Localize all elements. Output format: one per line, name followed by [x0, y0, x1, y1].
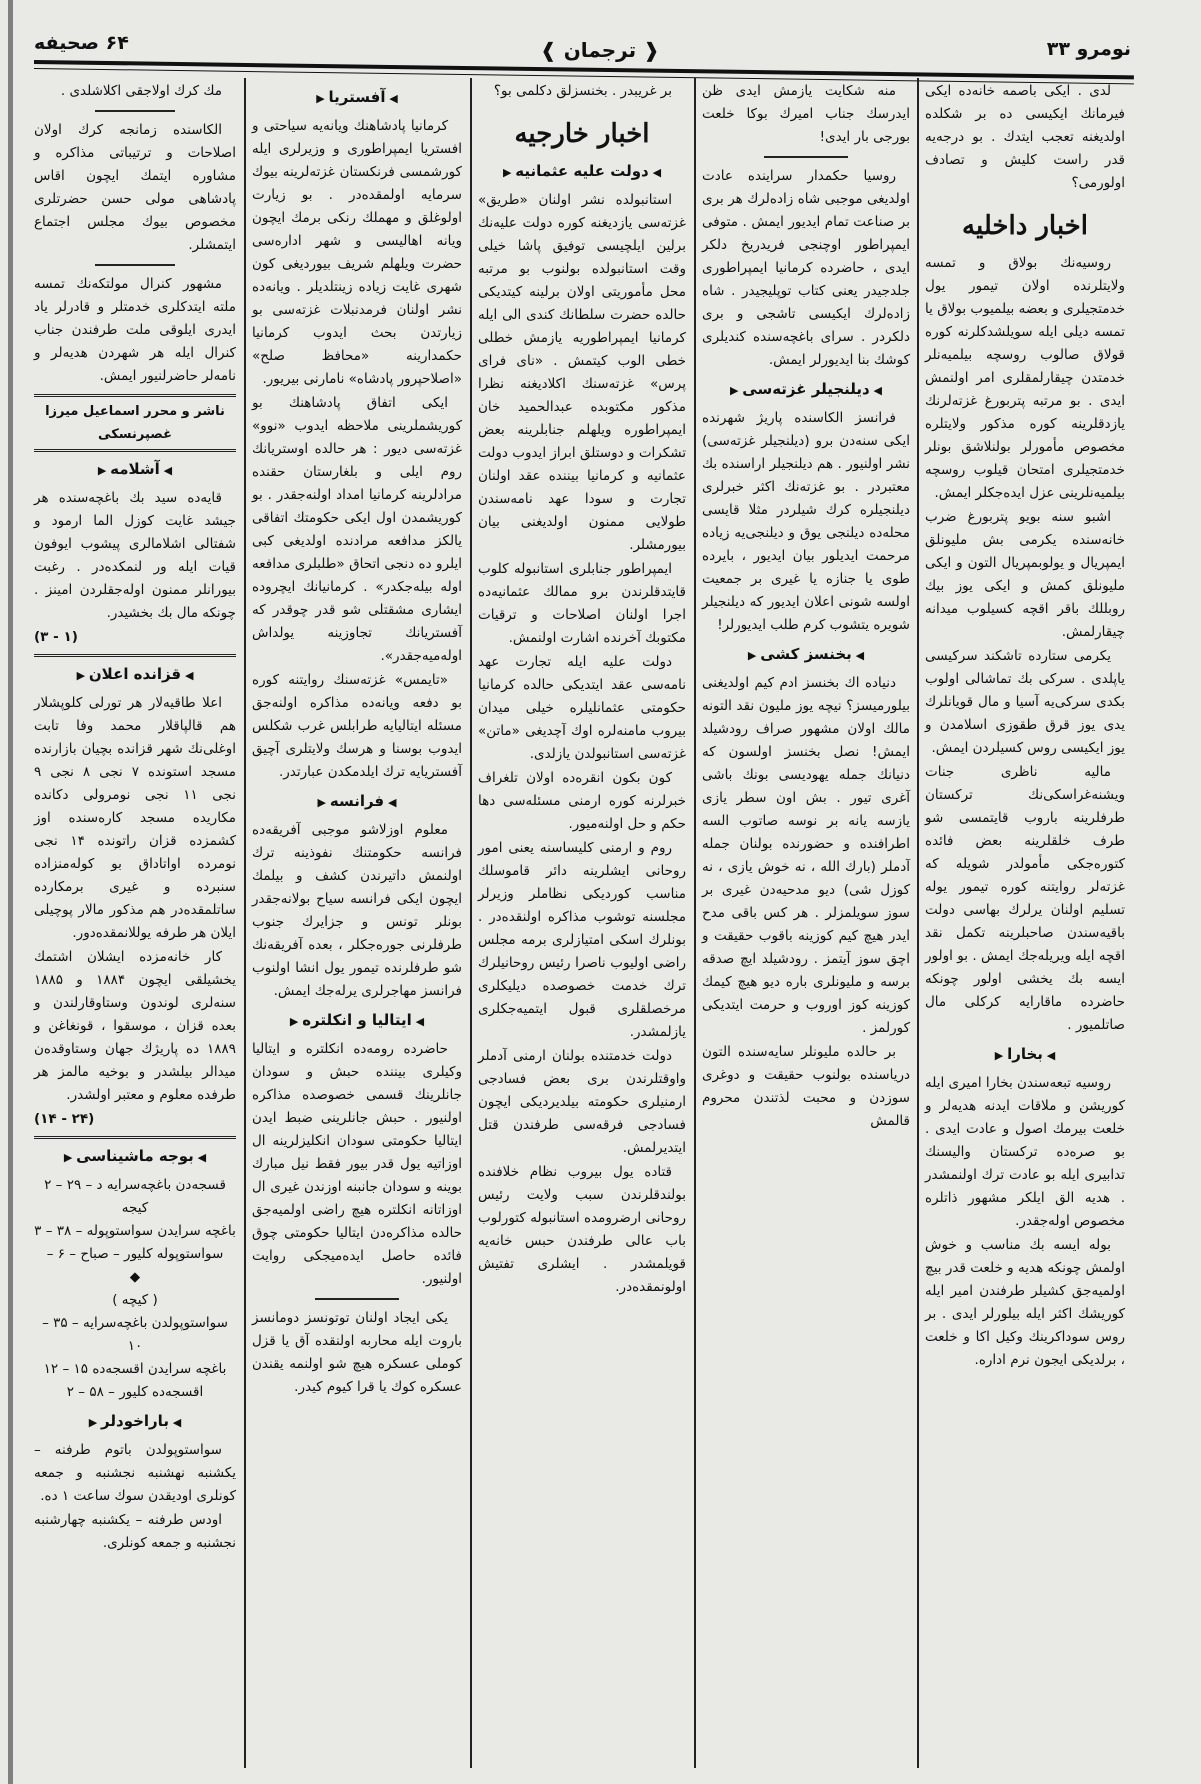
paragraph: یکی ایجاد اولنان توتونسز دومانسز باروت ایله محاربه اولنقده آق یا قزل کوملی عسکره هیچ شو اولنمه یقندن عسکره کوك یا قرا کیوم کیدر. [252, 1310, 462, 1395]
paragraph: مك کرك اولاجقی اکلاشلدی . [60, 83, 222, 99]
ad-number: (۱ - ۳) [34, 629, 78, 645]
newspaper-title: ❰ ترجمان ❱ [540, 38, 660, 62]
separator [34, 1136, 236, 1139]
paragraph: روسیه‌نك بولاق و تمسه ولایتلرنده اولان تیمور یول خدمتجیلری و بعضه بیلمیوب بولاق یا تمسه دیلی ایله سویلشدکلرنه کوره قولاق صالوب روسچه بیلمیه‌نلر خدمتدن چیقارلمقلری امر اولنمش ایدی . بو مرتبه پتربورغ غزته‌لرنك یازدقلرینه کوره مذکور ولایتلره مخصوص مأمورلر بولنلاشق بونلر خدمتجیلری امتحان قیلوب روسچه بیلمیه‌نلرینی عزل ایده‌جکلر ایمش. [925, 255, 1125, 501]
paragraph: دولت خدمتنده بولنان ارمنی آدملر واوقتلرندن بری بعض فسادجی ارمنیلری حکومته بیلدیردیکی ایچون فسادجی فرقه‌سی طرفندن قتل ایتدیرلمش. [478, 1048, 686, 1156]
paragraph: کرمانیا پادشاهنك ویانه‌یه سیاحتی و افستریا ایمپراطوری و وزیرلری ایله کورشمسی فرنکستان غزته‌لرینه بیوك سرمایه اولمقده‌در . بو زیارت اولوغلق و مهملك رنکی برمك ایچون ویانه اهالیسی و شهر اداره‌سی حضرت ویلهلم شریف بیوردیغی کون شهری غایت زیاده زینتلدیلر . ویانه‌ده نشر اولنان فرمدنبلات غزته‌سی بو زیارتدن بحث ایدوب کرمانیا حکمدارینه «محافظ صلح» «اصلاحپرور پادشاه» نامارنی بیریور. [252, 118, 462, 387]
section-heading: ◀ آفستریا ▶ [252, 86, 462, 110]
section-heading: ◀ دولت علیه عثمانیه ▶ [478, 160, 686, 184]
column-1 [925, 80, 1125, 1373]
schedule-line: ( کیچه ) [112, 1292, 158, 1308]
paragraph: کون بکون انقره‌ده اولان تلغراف خبرلرنه کوره ارمنی مسئله‌سی دها حکم و حل اولنه‌میور. [478, 770, 686, 832]
schedule-line: باغچه سرایدن سواستوپوله – ۳۸ – ۳ [34, 1223, 236, 1239]
paragraph: معلوم اوزلاشو موجبی آفریقه‌ده فرانسه حکومتنك نفوذینه ترك اولنمش داتیرندن کشف و بیلمك ایچون ایکی فرانسه سیاح بولانه‌جقدر بونلر تونس و جزایرك جنوب طرفلرنی جوره‌جکلر ، بعده آفریقه‌نك شو طرفلرنده تیمور یول انشا اولنوب فرانسز مهاجرلری یرله‌جك ایمش. [252, 822, 462, 999]
paragraph: روسیه تبعه‌سندن بخارا امیری ایله کوریشن و ملاقات ایدنه هدیه‌لر و خلعت بیرمك اصول و عادت ایدی . بو صره‌ده ترکستان والیسنك تدابیری ایله بو عادت ترك اولنمشدر . هدیه الق ایلکر مشهور ذاتلره مخصوص اوله‌جقدر. [925, 1075, 1125, 1229]
paragraph: اودس طرفنه – یکشنبه چهارشنبه نجشنبه و جمعه کونلری. [34, 1512, 236, 1551]
separator [95, 264, 176, 266]
section-title: اخبار خارجیه [514, 119, 650, 149]
section-heading: ◀ باراخودلر ▶ [34, 1410, 236, 1434]
paragraph: اعلا طاقیه‌لار هر تورلی کلوپشلار هم قالپاقلار محمد وفا تابت اوغلی‌نك شهر قزانده بچیان بازارنده مسجد استونده ۷ نجی ۸ نجی ۹ نجی ۱۱ نجی نومرولی دکانده مکاریده مسجد کاره‌سنده اوز کشمزده قزان راتونده ۱۴ نجی نومرده اواتاداق بو کوله‌منزاده سنبرده و غیری برمکارده ساتلمقده‌در هم مذکور مالار پوچیلی ایلان هر طرفه یوللانمقده‌دور. [34, 695, 236, 941]
column-2 [702, 80, 910, 1134]
column-divider [470, 78, 472, 1768]
schedule-line: سواستوپولدن باغچه‌سرایه – ۳۵ – ۱۰ [42, 1315, 228, 1354]
publisher-imprint: ناشر و محرر اسماعیل میرزا غصپرنسکی [34, 394, 236, 452]
section-heading: ◀ ایتالیا و انکلتره ▶ [252, 1009, 462, 1033]
section-heading: ◀ آشلامه ▶ [34, 458, 236, 482]
paragraph: قتاده یول بیروب نظام خلافنده بولندقلرندن سبب ولایت رئیس روحانی ارضرومده استانبوله کتورلوب باب عالی طرفندن حبس خانه‌یه قویلمشدر . ایشلری تفتیش اولونمقده‌در. [478, 1164, 686, 1295]
paragraph: بوله ایسه بك مناسب و خوش اولمش چونکه هدیه و خلعت قدر بیچ اولمیه‌جق کشیلر طرفندن امیر ایله کوریشك اکثر ایله بیلورلر ایدی . بر روس سوداکرینك وکیل اکا و خلعت ، برلدیکی ایجون نرم اداره. [925, 1237, 1125, 1368]
column-3 [478, 80, 686, 1300]
paragraph: بر غریبدر . بخنسزلق دکلمی بو؟ [493, 83, 672, 99]
column-4 [252, 80, 462, 1400]
paragraph: ایکی اتفاق پادشاهنك بو کوریشملرینی ملاحظه ایدوب «نوو» غزته‌سی دیور : هر حالده اوستریانك روم ایلی و بلغارستان حقنده مرادلرینه کرمانیا امداد اولنه‌جقدر . بو کوریشمدن اول ایکی حکومتك اتفاقی یالکز مدافعه مرادنده اولدیغی کبی ایلرو ده دنجی اتحاق «طلبلری مدافعه اوله بیله‌جکدر» . کرمانیانك ایچروده ایشاری مشقتلی شو قدر چوقدر که آفستریانك تجاوزینه یولداش اوله‌میه‌جقدر». [252, 395, 462, 664]
paragraph: مشهور کنرال مولتکه‌نك تمسه ملته ایتدکلری خدمتلر و قادرلر یاد ایدری ایلوقی ملت طرفندن جناب کنرال ایله هر شهردن هدیه‌لر و نامه‌لر حاضرلنیور ایمش. [34, 276, 236, 384]
section-heading: ◀ قزانده اعلان ▶ [34, 663, 236, 687]
schedule-line: قسجه‌دن باغچه‌سرایه د – ۲۹ – ۲ کیجه [44, 1177, 226, 1216]
separator [95, 110, 176, 112]
separator [315, 1298, 399, 1300]
column-divider [917, 78, 919, 1768]
paragraph: روسیا حکمدار سراینده عادت اولدیغی موجبی شاه زاده‌لرك هر بری بر صناعت تمام ایدیور ایمش . متوفی ایمپراطور اوچنجی فریدریخ دلکر ایدی ، حاضرده کرمانیا ایمپراطوری جلدجیدر یعنی کتاب توپلیجیدر . شاه زاده‌لرك ایکیسی تاشجی و بری دلکردر . سرای باغچه‌سنده کندیلری کوشك بنا ایدیورلر ایمش. [702, 168, 910, 368]
scan-edge [8, 0, 13, 1784]
paragraph: بر حالده ملیونلر سایه‌سنده التون دریاسنده بولنوب حقیقت و دوغری سوزدن و محبت لذتندن محروم قالمش [702, 1044, 910, 1129]
section-heading: ◀ بخنسز کشی ▶ [702, 643, 910, 667]
paragraph: منه شکایت یازمش ایدی ظن ایدرسك جناب امیرك بوکا خلعت بورجی بار ایدی! [702, 83, 910, 145]
paragraph: قایه‌ده سید بك باغچه‌سنده هر جیشد غایت کوزل الما ارمود و شفتالی اشلامالری پیشوب ایوفون قیات ایله ور لنمکده‌در . رغبت بیورانلر ممنون اوله‌جقلردن امینز . چونکه مال بك بخشیدر. [34, 490, 236, 621]
paragraph: روم و ارمنی کلیساسنه یعنی امور روحانی ایشلرینه دائر قاموسلك مناسب کوردیکی نظاملر وزیرلر مجلسنه توشوب مذاکره اولنقده‌در . بونلرك اسکی امتیازلری برمه مجلس راضی اولیوب ناصرا رئیس روحانیلرك ترك خدمت خصوصده دیلیکلری مرخصلقلری قبول ایتمیه‌جکلری یازلمشدر. [478, 840, 686, 1040]
column-5 [34, 80, 236, 1556]
paragraph: «تایمس» غزته‌سنك روایتنه کوره بو دفعه ویانه‌ده مذاکره اولنه‌جق مسئله ایتالیایه طرابلس غرب شکلس ایدوب بوسنا و هرسك ولایتلری آچیق آفستریایه ترك ایلدمکدن عبارتدر. [252, 672, 462, 780]
paragraph: دولت علیه ایله تجارت عهد نامه‌سی عقد ایتدیکی حالده کرمانیا حکومتی عثمانلیلره خیلی میدان بیروب مامنه‌لره اوك آچدیغی «ماتن» غزته‌سی استانبولدن یازلدی. [478, 654, 686, 762]
issue-number: نومرو ۳۳ [1046, 38, 1131, 60]
paragraph: حاضرده رومه‌ده انکلتره و ایتالیا وکیلری بیننده حبش و سودان جانلرینك قسمی خصوصده مذاکره اولنیور . حبش جانلرینی ضبط ایدن ایتالیا حکومتی سودان انکلیزلرینه ال اوزاتیه یول قدر بیور فقط نیل مبارك بوینه و سودان جانبنه اوزندن غیری ال اوزاتانه انکلتره هیچ راضی اولمیه‌جق حالده مذاکره‌دن ایتالیا حکومتی چوق فائده حاصل ایده‌میجکی روایت اولنیور. [252, 1041, 462, 1287]
paragraph: یکرمی ستارده تاشکند سرکیسی یاپلدی . سرکی بك تماشالی اولوب بکدی سرکی‌یه آسیا و مال قویانلرك یدی یوز قرق طقوزی اسلامدن و یوز ایکیسی روس کسیلردن ایمش. [925, 648, 1125, 756]
paragraph: کار خانه‌مزده ایشلان اشتمك یخشیلقی ایچون ۱۸۸۴ و ۱۸۸۵ سنه‌لری لوندون وستاوقارلندن و بعده قزان ، موسقوا ، قونغاغن و ۱۸۸۹ ده پاریژك جهان وستاوقده‌ن میدالر بیلشدر و بوخیه مالمز هر طرفده معلوم و معتبر اولشدر. [34, 949, 236, 1103]
paragraph: ایمپراطور جنابلری استانبوله کلوب قایتدقلرندن برو ممالك عثمانیه‌ده اجرا اولنان اصلاحات و ترقیات مکتوبك آخرنده اشارت اولنمش. [478, 561, 686, 646]
section-heading: ◀ دیلنجیلر غزته‌سی ▶ [702, 378, 910, 402]
paragraph: استانبولده نشر اولنان «طریق» غزته‌سی یازدیغنه کوره دولت علیه‌نك برلین ایلچیسی توفیق پاشا خیلی وقت استانبولده بولنوب بو مرتبه محل مأموریتی اولان برلینه کیتدیکی حالده حضرت سلطانك کندی الی ایله کرمانیا ایمپراطوریه یازمش خطلی خطی الوب کیتمش . «نای فرای پرس» غزته‌سنك اکلادیغنه نظرا مذکور مکتوبده عبدالحمید خان ایمپراطوره ویلهلم جنابلرینه بعض تشکرات و دوستلق ابراز ایدوب دولت عثمانیه و کرمانیا بیننده عقد اولنان تجارت و سودا عهد نامه‌سندن طولایی ممنون اولدیغنی بیان بیورمشلر. [478, 192, 686, 553]
paragraph: فرانسز الکاسنده پاریژ شهرنده ایکی سنه‌دن برو (دیلنجیلر غزته‌سی) نشر اولنیور . هم دیلنجیلر اراسنده بك معتبردر . بو غزته‌نك اکثر خبرلری دیلنجیلره کرك شیلردر مثلا قایسی محله‌ده دیلنجی یوق و دیلنجی‌یه زیاده مرحمت ایدیلور بیان ایدیور ، بایرده طوی یا جنازه یا غیری بر جمعیت اولسه شونی اعلان ایدیور که دیلنجیلر شویره یتشوب کرم طلب ایدیورلر! [702, 410, 910, 633]
schedule-line: اقسجه‌ده کلیور – ۵۸ – ۲ [66, 1384, 204, 1400]
section-heading: ◀ بخارا ▶ [925, 1043, 1125, 1067]
column-divider [244, 78, 246, 1768]
schedule-line: سواستوپوله کلیور – صباح – ۶ – [46, 1246, 224, 1262]
paragraph: لدی . ایکی باصمه خانه‌ده ایکی فیرمانك ایکیسی ده بر شکلده اولدیغنه تعجب ایتدك . بو درجه‌یه قدر راست کلیش و تصادف اولورمی؟ [925, 83, 1125, 191]
separator [764, 156, 847, 158]
paragraph: مالیه ناظری جنات ویشنه‌غراسکی‌نك ترکستان طرفلرینه باروب قایتمسی شو طرف خلقلرینه بعض فائده کتوره‌جکی مأمولدر شویله که غزته‌لر روایتنه کوره تیمور یوله تسلیم اولنان یرلرك بهاسی دولت باقیه‌سندن صاحبلرینه تکمل نقد اقچه ایله ویریله‌جك ایمش . بو اولور ایسه بك یخشی اولور چونکه حاضرده ماقارایه کرکلی مال صاتلمیور . [925, 764, 1125, 1033]
schedule-line: ◆ [129, 1269, 141, 1285]
paragraph: سواستوپولدن باتوم طرفنه – یکشنبه نهشنبه نجشنبه و جمعه کونلری اودیقدن سوك ساعت ۱ ده. [34, 1442, 236, 1504]
column-divider [694, 78, 696, 1768]
schedule-line: باغچه سرایدن اقسجه‌ده ۱۵ – ۱۲ [43, 1361, 227, 1377]
section-heading: ◀ بوجه ماشیناسی ▶ [34, 1145, 236, 1169]
paragraph: اشبو سنه بویو پتربورغ ضرب خانه‌سنده یکرمی بش ملیونلق ایمپریال و یولوبمپریال التون و ایکی ملیونلق کمش و ایکی یوز بیك روبللك باقر اقچه کسیلوب میدانه چیقارلمش. [925, 509, 1125, 640]
ad-number: (۲۴ - ۱۴) [34, 1111, 95, 1127]
section-title: اخبار داخلیه [962, 211, 1088, 241]
page-number: ۶۴ صحیفه [34, 32, 129, 54]
paragraph: دنیاده اك بخنسز ادم کیم اولدیغنی بیلورمیسز؟ نیچه یوز ملیون نقد التونه مالك اولان مشهور صراف رودشیلد ایمش! نصل بخنسز اولسون که دنیانك جمله یهودیسی بونك باشی آغری تیور . بش اون سطر یازی یازسه یانه بر نوسه صاتوب السه اطرافنده و حضورنده بولنان جمله آدملر (بارك الله ، نه خوش یازی ، نه کوزل شی) دیو مدحیه‌دن غیری بر سوز سویلمزلر . هر کس باقی مدح ایدر هیچ کیم کوزینه باقوب حقیقت و اچق سوز آیتمز . رودشیلد ایچ صدقه برسه و ملیونلری باره دیو هیچ کیمك کوزینه کوز اوروب و حرمت ایتدیکی کورلمز . [702, 675, 910, 1036]
separator [34, 654, 236, 657]
section-heading: ◀ فرانسه ▶ [252, 790, 462, 814]
paragraph: الکاسنده زمانجه کرك اولان اصلاحات و ترتیباتی مذاکره و مشاوره ایتمك ایچون اقاس پادشاهی مولی حسن حضرتلری مخصوص بیوك مجلس اجتماع ایتمشلر. [34, 122, 236, 253]
